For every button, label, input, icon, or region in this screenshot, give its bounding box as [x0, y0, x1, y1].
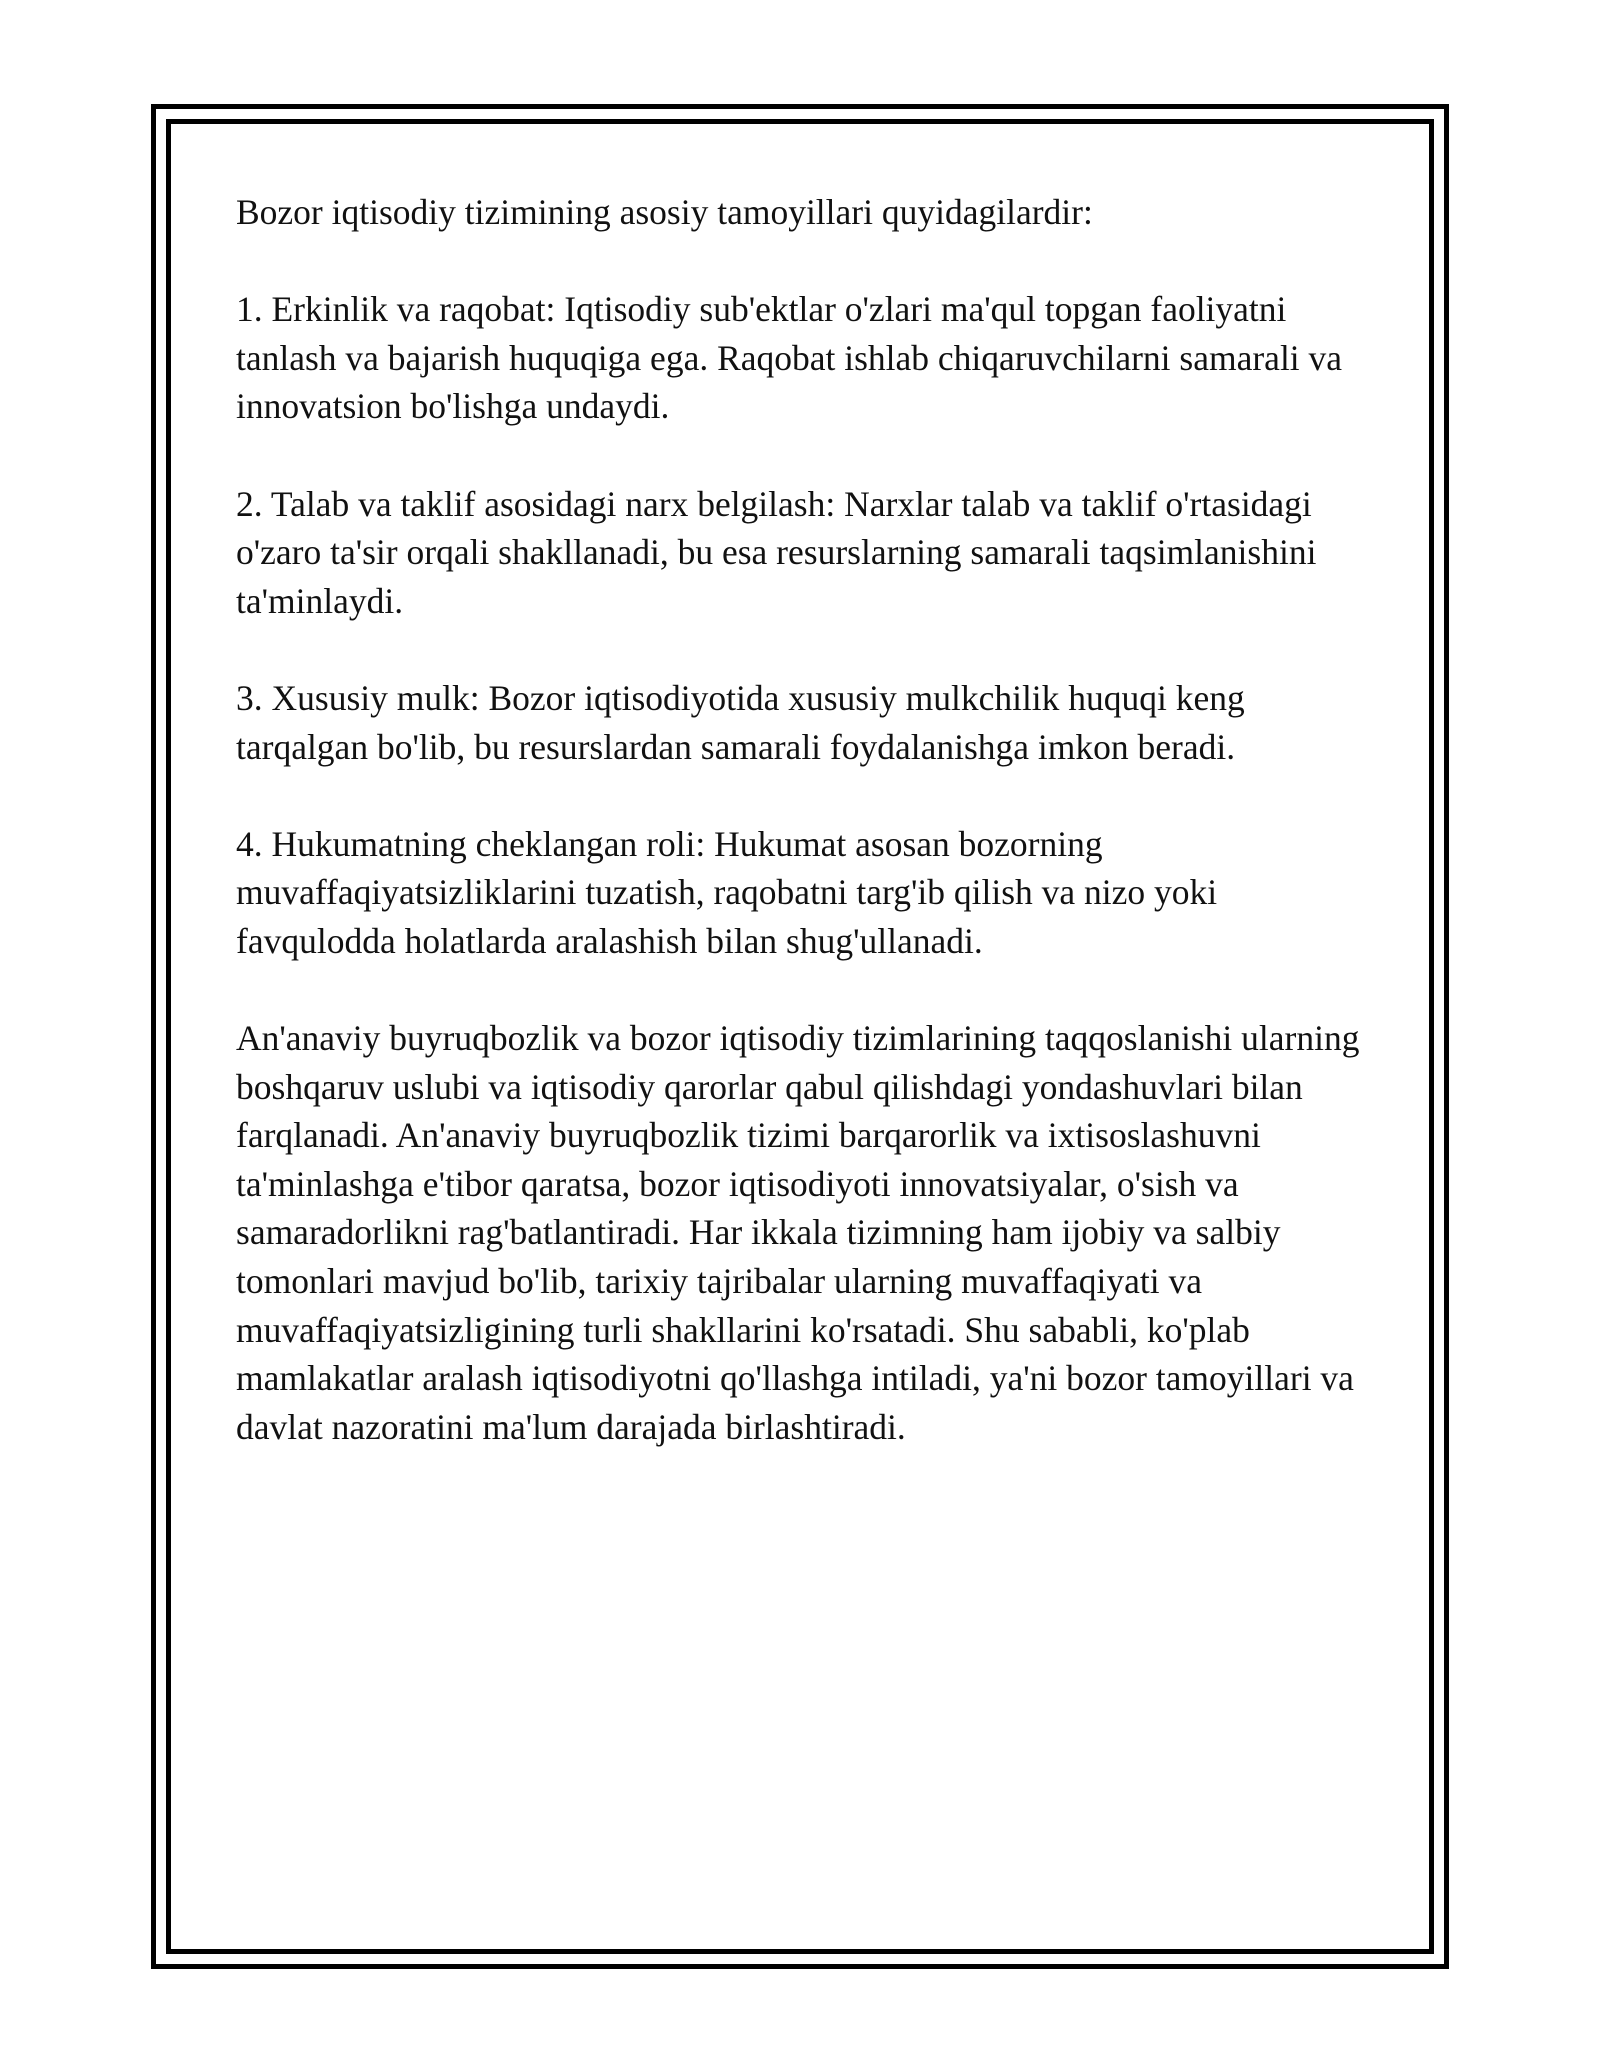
intro-paragraph: Bozor iqtisodiy tizimining asosiy tamoyillari quyidagilardir: — [236, 192, 1093, 232]
list-item: 1. Erkinlik va raqobat: Iqtisodiy sub'ektlar o'zlari ma'qul topgan faoliyatni tanlash va bajarish huquqiga ega. Raqobat ishlab chiqaruvchilarni samarali va innovatsion bo'lishga undaydi. — [236, 289, 1343, 427]
document-body — [236, 188, 1376, 1500]
list-item: 2. Talab va taklif asosidagi narx belgilash: Narxlar talab va taklif o'rtasidagi o'zaro ta'sir orqali shakllanadi, bu esa resurslarning samarali taqsimlanishini ta'minlaydi. — [236, 483, 1317, 621]
list-item: 3. Xususiy mulk: Bozor iqtisodiyotida xususiy mulkchilik huquqi keng tarqalgan bo'lib, bu resurslardan samarali foydalanishga imkon beradi. — [236, 677, 1245, 767]
conclusion-paragraph: An'anaviy buyruqbozlik va bozor iqtisodiy tizimlarining taqqoslanishi ularning boshqaruv uslubi va iqtisodiy qarorlar qabul qilishdagi yondashuvlari bilan farqlanadi. An'anaviy buyruqbozlik tizimi barqarorlik va ixtisoslashuvni ta'minlashga e'tibor qaratsa, bozor iqtisodiyoti innovatsiyalar, o'sish va samaradorlikni rag'batlantiradi. Har ikkala tizimning ham ijobiy va salbiy tomonlari mavjud bo'lib, tarixiy tajribalar ularning muvaffaqiyati va muvaffaqiyatsizligining turli shakllarini ko'rsatadi. Shu sababli, ko'plab mamlakatlar aralash iqtisodiyotni qo'llashga intiladi, ya'ni bozor tamoyillari va davlat nazoratini ma'lum darajada birlashtiradi. — [236, 1018, 1360, 1447]
list-item: 4. Hukumatning cheklangan roli: Hukumat asosan bozorning muvaffaqiyatsizliklarini tuzatish, raqobatni targ'ib qilish va nizo yoki favqulodda holatlarda aralashish bilan shug'ullanadi. — [236, 823, 1218, 961]
